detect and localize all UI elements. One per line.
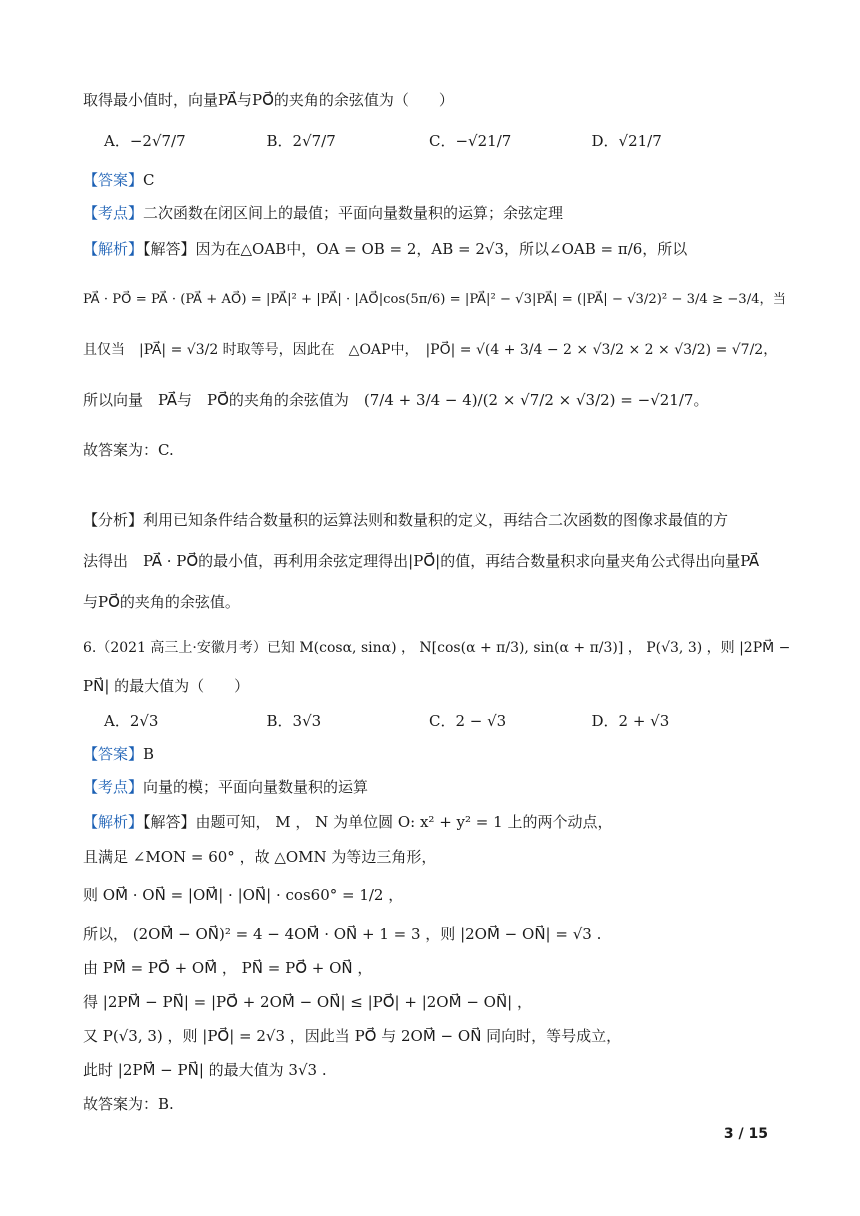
q6-solution-line-6: 得 |2PM⃗ − PN⃗| = |PO⃗ + 2OM⃗ − ON⃗| ≤ |PO⃗| + |2OM⃗ − ON⃗| ， <box>83 993 532 1011</box>
q6-keypoint-row <box>83 777 368 797</box>
q5-solution-line-1 <box>83 239 687 259</box>
q5-options <box>104 130 754 151</box>
q5-analysis-line-3: 与PO⃗的夹角的余弦值。 <box>83 593 240 611</box>
q5-keypoint-tag: 【考点】 <box>83 204 144 222</box>
q6-solution-line-2: 且满足 ∠MON = 60° ，故 △OMN 为等边三角形， <box>83 848 437 866</box>
q6-solution-line-8: 此时 |2PM⃗ − PN⃗| 的最大值为 3√3 . <box>83 1061 327 1079</box>
q6-solution-line-4: 所以， (2OM⃗ − ON⃗)² = 4 − 4OM⃗ · ON⃗ + 1 = 3 ，则 |2OM⃗ − ON⃗| = √3 . <box>83 925 602 943</box>
q5-solution-text-1: 【解答】因为在△OAB中，OA = OB = 2，AB = 2√3，所以∠OAB = π/6，所以 <box>143 240 688 258</box>
q5-answer-row <box>83 170 155 190</box>
q6-option-b: B．3√3 <box>266 712 322 730</box>
q5-analysis-line-1: 【分析】利用已知条件结合数量积的运算法则和数量积的定义，再结合二次函数的图像求最值的方 <box>83 511 729 529</box>
q6-stem-line-2: PN⃗| 的最大值为（ ） <box>83 677 250 695</box>
q6-solution-line-9: 故答案为：B. <box>83 1095 174 1113</box>
q6-options <box>104 710 754 731</box>
q6-answer-tag: 【答案】 <box>83 745 144 763</box>
q5-solution-line-3: 且仅当 |PA⃗| = √3/2 时取等号，因此在 △OAP中， |PO⃗| = √(4 + 3/4 − 2 × √3/2 × 2 × √3/2) = √7/2， <box>83 342 778 358</box>
q6-answer-row <box>83 744 154 764</box>
q6-answer: B <box>143 745 155 763</box>
q5-solution-line-5: 故答案为：C. <box>83 441 174 459</box>
q6-solution-line-5: 由 PM⃗ = PO⃗ + OM⃗ ， PN⃗ = PO⃗ + ON⃗ ， <box>83 959 373 977</box>
q6-keypoint-tag: 【考点】 <box>83 778 144 796</box>
q6-solution-text-1: 【解答】由题可知， M ， N 为单位圆 O: x² + y² = 1 上的两个动点， <box>143 813 613 831</box>
q5-answer-tag: 【答案】 <box>83 171 144 189</box>
q6-solution-line-1 <box>83 812 612 832</box>
q5-answer: C <box>143 171 155 189</box>
q5-solution-line-2: PA⃗ · PO⃗ = PA⃗ · (PA⃗ + AO⃗) = |PA⃗|² + |PA⃗| · |AO⃗|cos(5π/6) = |PA⃗|² − √3|PA⃗| = (|PA⃗| − √3/2)² − 3/4 ≥ −3/4，当 <box>83 292 786 307</box>
q5-solution-tag: 【解析】 <box>83 240 144 258</box>
q6-option-a: A．2√3 <box>104 712 159 730</box>
q5-option-b: B．2√7/7 <box>266 132 336 150</box>
q6-solution-line-7: 又 P(√3, 3) ，则 |PO⃗| = 2√3 ，因此当 PO⃗ 与 2OM⃗ − ON⃗ 同向时，等号成立， <box>83 1027 622 1045</box>
q5-analysis-line-2: 法得出 PA⃗ · PO⃗的最小值，再利用余弦定理得出|PO⃗|的值，再结合数量积求向量夹角公式得出向量PA⃗ <box>83 552 760 570</box>
page-number: 3 / 15 <box>723 1126 768 1142</box>
q6-solution-line-3: 则 OM⃗ · ON⃗ = |OM⃗| · |ON⃗| · cos60° = 1/2 ， <box>83 886 404 904</box>
q5-keypoint-row <box>83 203 563 223</box>
q5-solution-line-4: 所以向量 PA⃗与 PO⃗的夹角的余弦值为 (7/4 + 3/4 − 4)/(2 × √7/2 × √3/2) = −√21/7。 <box>83 391 709 409</box>
q6-stem-line-1: 6.（2021 高三上·安徽月考）已知 M(cosα, sinα) ， N[cos(α + π/3), sin(α + π/3)] ， P(√3, 3) ，则 |2PM⃗ − <box>83 640 791 656</box>
q5-stem-tail: 取得最小值时，向量PA⃗与PO⃗的夹角的余弦值为（ ） <box>83 91 454 109</box>
q5-option-a: A．−2√7/7 <box>104 132 186 150</box>
q5-option-c: C．−√21/7 <box>429 132 512 150</box>
q5-option-d: D．√21/7 <box>591 132 662 150</box>
q6-solution-tag: 【解析】 <box>83 813 144 831</box>
q6-option-d: D．2 + √3 <box>591 712 670 730</box>
q5-keypoint: 二次函数在闭区间上的最值；平面向量数量积的运算；余弦定理 <box>143 204 564 222</box>
q6-keypoint: 向量的模；平面向量数量积的运算 <box>143 778 369 796</box>
q6-option-c: C．2 − √3 <box>429 712 507 730</box>
